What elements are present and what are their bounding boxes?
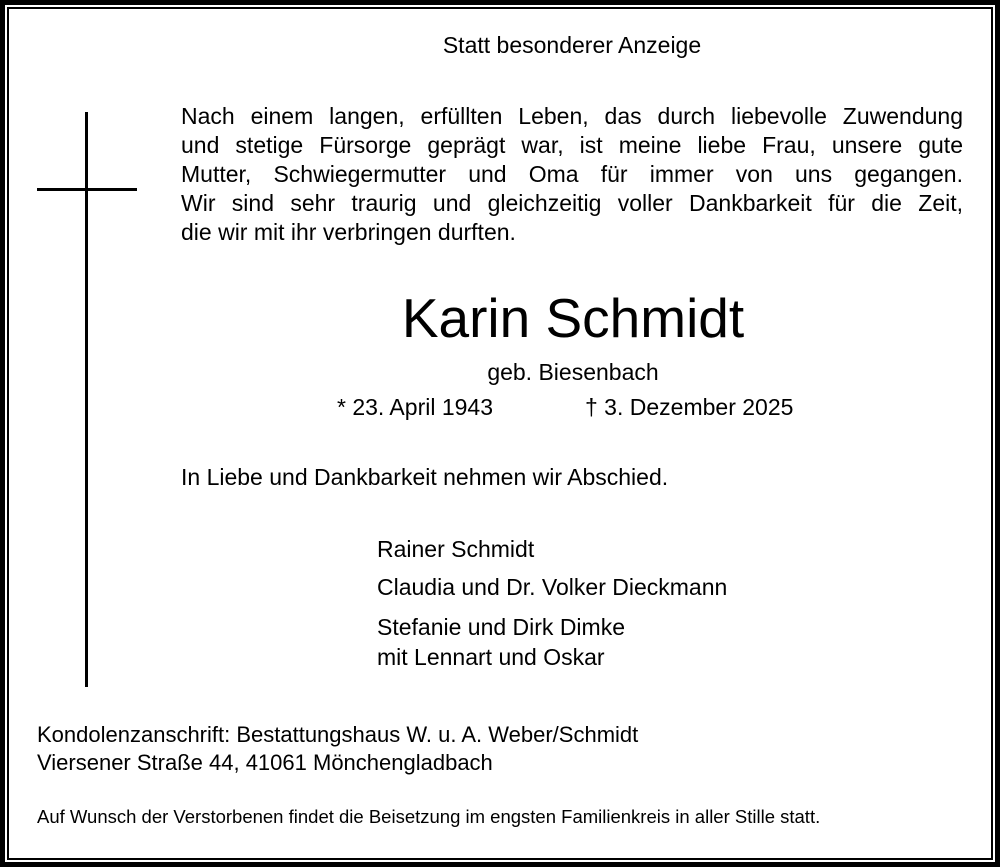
deceased-name: Karin Schmidt [401,287,745,349]
header-text: Statt besonderer Anzeige [442,32,702,58]
mourner: mit Lennart und Oskar [377,644,605,670]
maiden-name: geb. Biesenbach [487,359,659,385]
birth-date: * 23. April 1943 [337,394,494,420]
intro-line: Mutter, Schwiegermutter und Oma für immer von uns gegangen. [181,161,963,187]
footer-note: Auf Wunsch der Verstorbenen findet die Beisetzung im engsten Familienkreis in aller Stille statt. [37,806,821,827]
mourner: Rainer Schmidt [377,536,535,562]
farewell-text: In Liebe und Dankbarkeit nehmen wir Abschied. [181,464,669,490]
intro-line: die wir mit ihr verbringen durften. [181,219,516,245]
intro-paragraph [181,102,963,247]
death-date: † 3. Dezember 2025 [585,394,794,420]
mourner: Stefanie und Dirk Dimke [377,614,625,640]
mourner: Claudia und Dr. Volker Dieckmann [377,574,728,600]
condolence-address-line2: Viersener Straße 44, 41061 Mönchengladbach [37,750,493,775]
cross-horizontal-bar [37,188,137,191]
condolence-address-line1: Kondolenzanschrift: Bestattungshaus W. u. A. Weber/Schmidt [37,722,639,747]
intro-line: Nach einem langen, erfüllten Leben, das durch liebevolle Zuwendung [181,103,963,129]
cross-vertical-bar [85,112,88,687]
intro-line: Wir sind sehr traurig und gleichzeitig voller Dankbarkeit für die Zeit, [181,190,963,216]
intro-line: und stetige Fürsorge geprägt war, ist meine liebe Frau, unsere gute [181,132,963,158]
